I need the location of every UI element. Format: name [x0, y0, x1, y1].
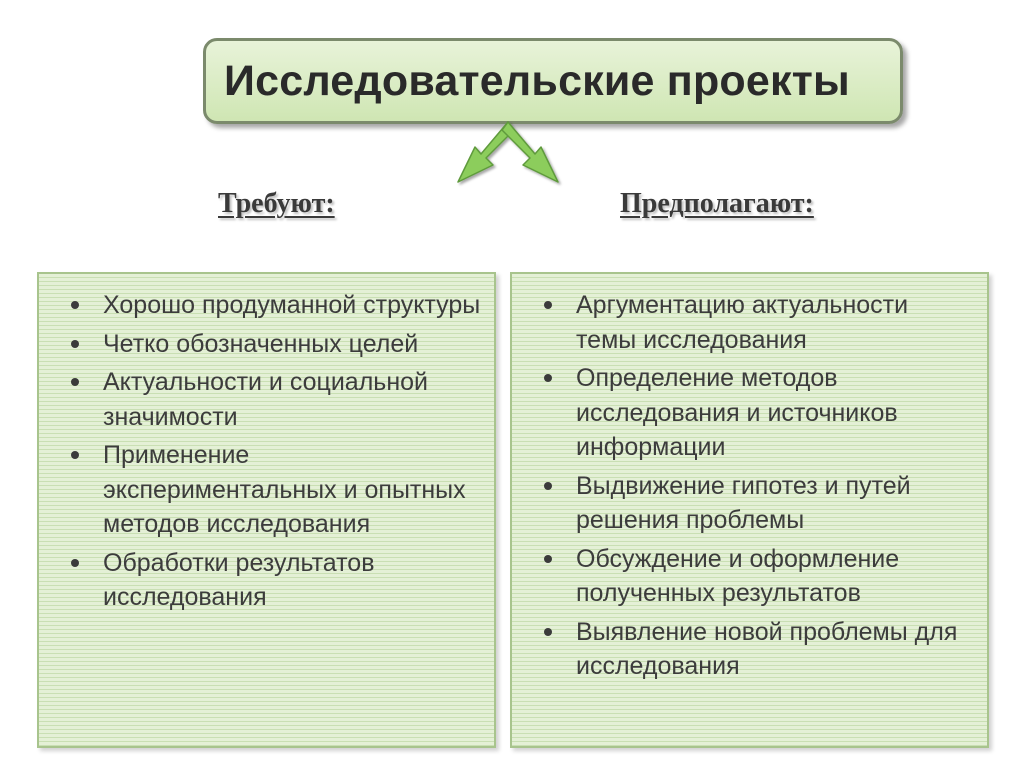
split-arrows-icon — [450, 120, 566, 192]
left-heading: Требуют: — [218, 188, 335, 219]
list-item: Обсуждение и оформление полученных результатов — [534, 542, 974, 611]
list-item: Применение экспериментальных и опытных методов исследования — [61, 438, 481, 542]
bullet-dot-icon — [544, 628, 552, 636]
diagram-title: Исследовательские проекты — [224, 56, 850, 105]
right-heading: Предполагают: — [620, 188, 814, 219]
list-item: Выдвижение гипотез и путей решения проблемы — [534, 469, 974, 538]
list-item: Выявление новой проблемы для исследования — [534, 615, 974, 684]
left-panel — [37, 272, 496, 748]
left-list — [61, 288, 481, 619]
bullet-dot-icon — [71, 340, 79, 348]
right-list — [534, 288, 974, 688]
title-box — [203, 38, 903, 124]
bullet-dot-icon — [71, 559, 79, 567]
bullet-dot-icon — [544, 555, 552, 563]
bullet-dot-icon — [544, 482, 552, 490]
list-item: Аргументацию актуальности темы исследования — [534, 288, 974, 357]
right-panel — [510, 272, 989, 748]
bullet-dot-icon — [544, 374, 552, 382]
list-item: Обработки результатов исследования — [61, 546, 481, 615]
list-item: Актуальности и социальной значимости — [61, 365, 481, 434]
bullet-dot-icon — [544, 301, 552, 309]
list-item: Хорошо продуманной структуры — [61, 288, 481, 323]
bullet-dot-icon — [71, 451, 79, 459]
list-item: Определение методов исследования и источников информации — [534, 361, 974, 465]
bullet-dot-icon — [71, 301, 79, 309]
list-item: Четко обозначенных целей — [61, 327, 481, 362]
bullet-dot-icon — [71, 378, 79, 386]
